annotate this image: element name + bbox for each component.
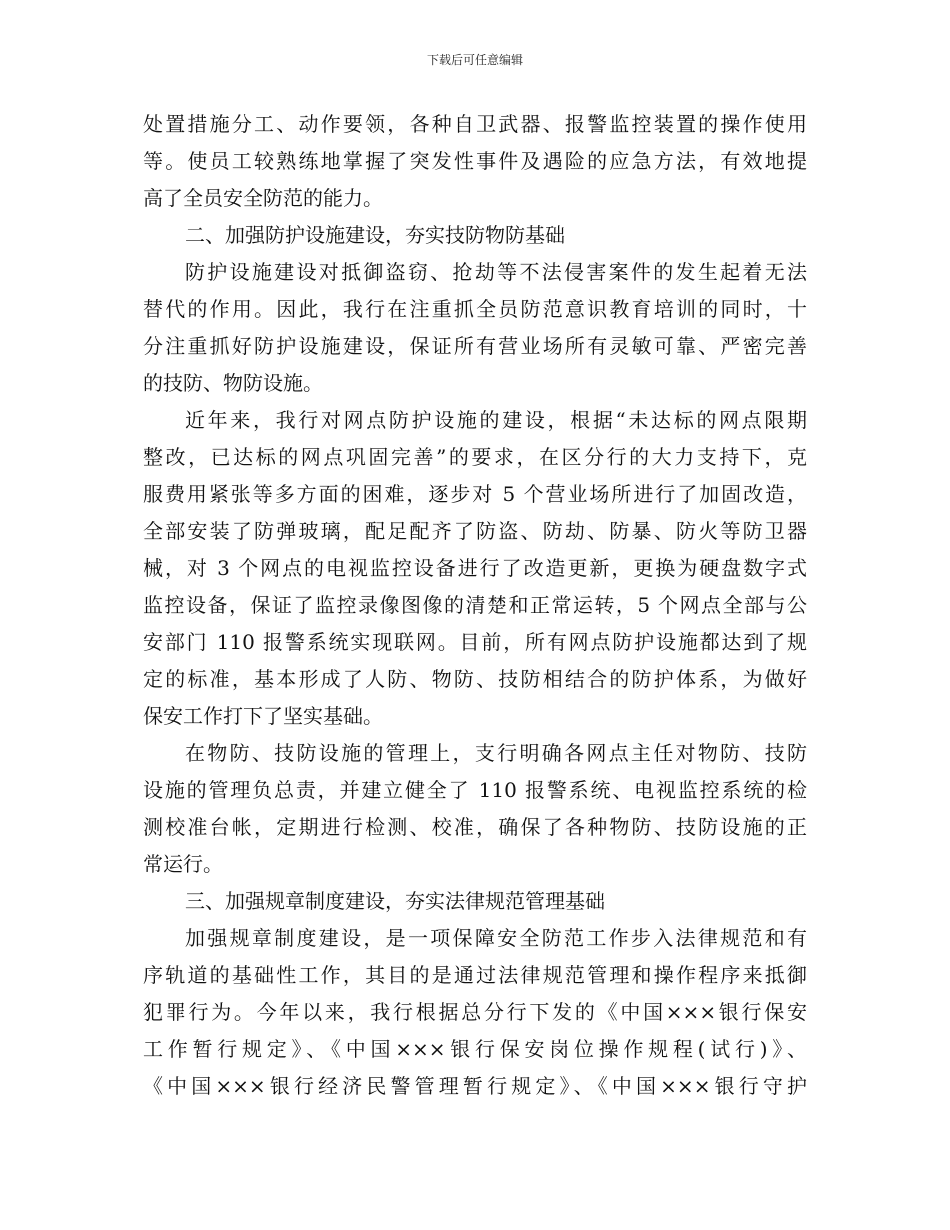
text-line: 安部门 110 报警系统实现联网。目前，所有网点防护设施都达到了规 — [143, 630, 807, 654]
section-heading: 三、加强规章制度建设，夯实法律规范管理基础 — [185, 889, 605, 913]
text-line: 在物防、技防设施的管理上，支行明确各网点主任对物防、技防 — [185, 741, 807, 765]
text-line: 替代的作用。因此，我行在注重抓全员防范意识教育培训的同时，十 — [143, 297, 807, 321]
text-line: 全部安装了防弹玻璃，配足配齐了防盗、防劫、防暴、防火等防卫器 — [143, 519, 807, 543]
text-line: 设施的管理负总责，并建立健全了 110 报警系统、电视监控系统的检 — [143, 778, 807, 802]
text-line: 械，对 3 个网点的电视监控设备进行了改造更新，更换为硬盘数字式 — [143, 556, 807, 580]
text-line: 定的标准，基本形成了人防、物防、技防相结合的防护体系，为做好 — [143, 667, 807, 691]
document-body — [143, 106, 807, 1105]
text-line: 防护设施建设对抵御盗窃、抢劫等不法侵害案件的发生起着无法 — [185, 260, 807, 284]
text-line: 测校准台帐，定期进行检测、校准，确保了各种物防、技防设施的正 — [143, 815, 807, 839]
text-line: 服费用紧张等多方面的困难，逐步对 5 个营业场所进行了加固改造， — [143, 482, 807, 506]
section-heading: 二、加强防护设施建设，夯实技防物防基础 — [185, 223, 565, 247]
text-line: 的技防、物防设施。 — [143, 371, 323, 395]
text-line: 保安工作打下了坚实基础。 — [143, 704, 383, 728]
text-line: 处置措施分工、动作要领，各种自卫武器、报警监控装置的操作使用 — [143, 112, 807, 136]
text-line: 加强规章制度建设，是一项保障安全防范工作步入法律规范和有 — [185, 926, 807, 950]
text-line: 高了全员安全防范的能力。 — [143, 186, 383, 210]
text-line: 工作暂行规定》、《中国×××银行保安岗位操作规程(试行)》、 — [143, 1037, 807, 1061]
text-line: 犯罪行为。今年以来，我行根据总分行下发的《中国×××银行保安 — [143, 1000, 807, 1024]
text-line: 监控设备，保证了监控录像图像的清楚和正常运转，5 个网点全部与公 — [143, 593, 807, 617]
text-line: 整改，已达标的网点巩固完善”的要求，在区分行的大力支持下，克 — [143, 445, 807, 469]
page-header: 下载后可任意编辑 — [426, 53, 523, 67]
text-line: 等。使员工较熟练地掌握了突发性事件及遇险的应急方法，有效地提 — [143, 149, 807, 173]
text-line: 常运行。 — [143, 852, 223, 876]
text-line: 《中国×××银行经济民警管理暂行规定》、《中国×××银行守护 — [143, 1074, 807, 1098]
text-line: 近年来，我行对网点防护设施的建设，根据“未达标的网点限期 — [185, 408, 807, 432]
text-line: 分注重抓好防护设施建设，保证所有营业场所有灵敏可靠、严密完善 — [143, 334, 807, 358]
text-line: 序轨道的基础性工作，其目的是通过法律规范管理和操作程序来抵御 — [143, 963, 807, 987]
